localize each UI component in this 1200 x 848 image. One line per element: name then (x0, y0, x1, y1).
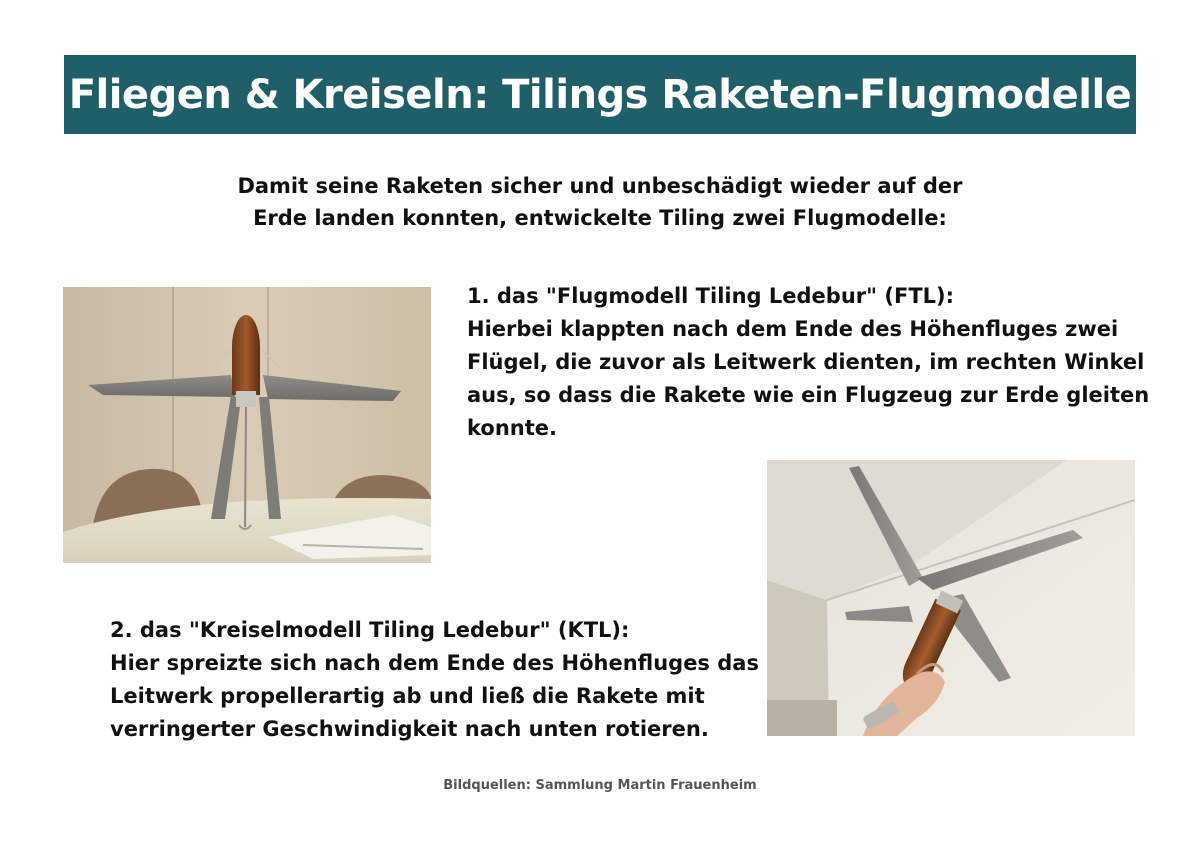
ftl-line: Flügel, die zuvor als Leitwerk dienten, im rechten Winkel (467, 350, 1145, 374)
ftl-description (467, 280, 1150, 445)
intro-line: Damit seine Raketen sicher und unbeschädigt wieder auf der (237, 174, 963, 198)
ktl-line: Hier spreizte sich nach dem Ende des Höhenfluges das (110, 651, 759, 675)
ktl-line: Leitwerk propellerartig ab und ließ die Rakete mit (110, 684, 705, 708)
intro-paragraph (200, 170, 1000, 234)
ktl-model-photo (767, 460, 1135, 736)
ktl-heading: 2. das "Kreiselmodell Tiling Ledebur" (KTL): (110, 618, 630, 642)
image-source-credit: Bildquellen: Sammlung Martin Frauenheim (443, 778, 757, 793)
ftl-line: konnte. (467, 416, 557, 440)
intro-line: Erde landen konnten, entwickelte Tiling zwei Flugmodelle: (253, 206, 947, 230)
ftl-model-photo (63, 287, 431, 563)
ftl-line: Hierbei klappten nach dem Ende des Höhenfluges zwei (467, 317, 1119, 341)
page-title: Fliegen & Kreiseln: Tilings Raketen-Flugmodelle (68, 71, 1132, 118)
ktl-line: verringerter Geschwindigkeit nach unten rotieren. (110, 717, 709, 741)
ftl-heading: 1. das "Flugmodell Tiling Ledebur" (FTL): (467, 284, 955, 308)
ktl-description (110, 614, 760, 746)
title-banner (64, 55, 1136, 134)
ftl-line: aus, so dass die Rakete wie ein Flugzeug zur Erde gleiten (467, 383, 1150, 407)
